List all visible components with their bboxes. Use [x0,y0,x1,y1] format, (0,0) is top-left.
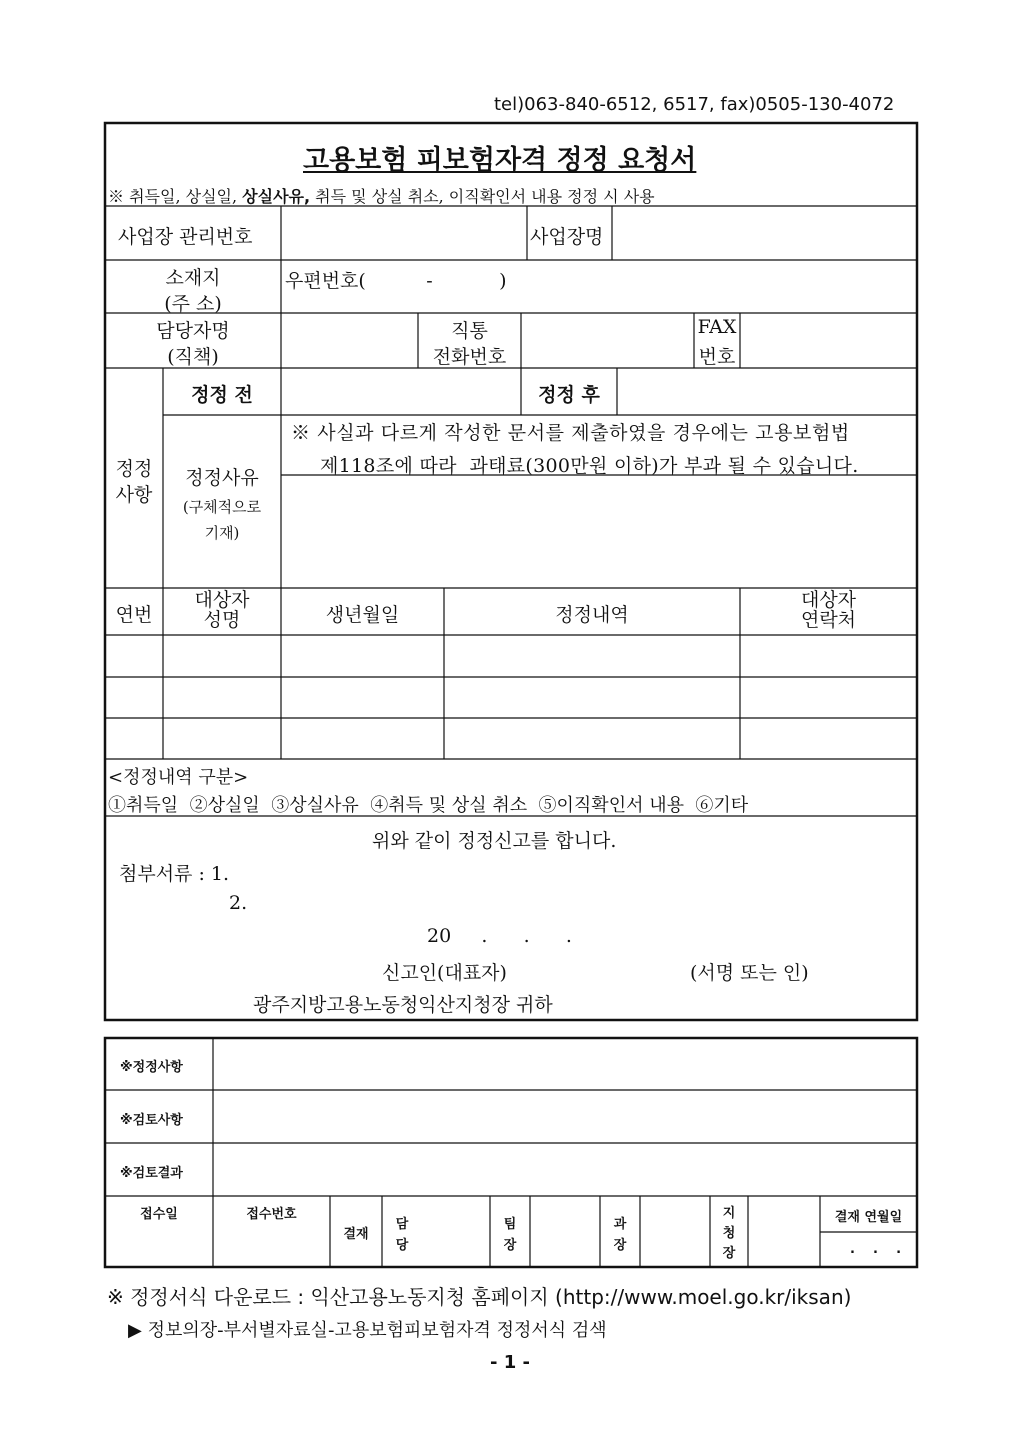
receipt-no-label: 접수번호 [246,1207,297,1222]
usage-note-suffix: 취득 및 상실 취소, 이직확인서 내용 정정 시 사용 [310,187,655,206]
phone-label: 직통 [451,320,488,342]
usage-note-bold: 상실사유, [242,187,311,206]
page-title: 고용보험 피보험자격 정정 요청서 [303,145,697,176]
before-field[interactable] [282,369,520,414]
download-note: ※ 정정서식 다운로드 : 익산고용노동지청 홈페이지 (http://www.moel.go.kr/iksan) [107,1285,852,1309]
correction-label: 정정 [115,458,153,480]
person-in-charge-label: 담 [395,1217,409,1232]
branch-head-label-2: 청 [722,1226,736,1241]
approval-date-label: 결재 연월일 [834,1210,903,1225]
reporter-label: 신고인(대표자) [382,962,507,984]
approval-label: 결재 [343,1227,369,1242]
col-header-no: 연번 [115,604,153,626]
fax-label: FAX [697,316,737,338]
person-in-charge-label-2: 당 [395,1238,409,1253]
table-row[interactable] [106,636,916,676]
fax-field[interactable] [741,314,916,367]
phone-field[interactable] [522,314,693,367]
contact-info: tel)063-840-6512, 6517, fax)0505-130-4072 [494,94,895,115]
reason-field[interactable] [282,476,916,587]
biz-name-field[interactable] [613,207,916,259]
section-chief-label: 과 [613,1217,627,1232]
mgmt-no-label: 사업장 관리번호 [118,226,253,248]
office-row-label: ※검토사항 [120,1113,183,1128]
col-header-birth: 생년월일 [325,604,400,626]
col-header-contact-1: 대상자 [800,589,857,611]
before-label: 정정 전 [191,384,253,406]
categories-list: ①취득일 ②상실일 ③상실사유 ④취득 및 상실 취소 ⑤이직확인서 내용 ⑥기타 [108,795,749,816]
mgmt-no-field[interactable] [282,207,526,259]
signature-label: (서명 또는 인) [690,962,809,984]
col-header-contact-2: 연락처 [800,609,857,631]
approval-date-value: . . . [850,1242,902,1257]
page-number: - 1 - [490,1352,530,1373]
table-row[interactable] [106,678,916,717]
reason-label: 정정사유 [185,467,259,489]
team-leader-label: 팀 [503,1217,517,1232]
section-chief-label-2: 장 [613,1238,627,1253]
manager-label-sub: (직책) [167,346,219,368]
declaration-statement: 위와 같이 정정신고를 합니다. [372,830,617,852]
branch-head-label: 지 [722,1206,736,1221]
office-row-label: ※정정사항 [120,1060,183,1075]
col-header-name [163,590,281,630]
manager-label: 담당자명 [156,320,230,342]
receipt-date-label: 접수일 [140,1207,178,1222]
office-row-label: ※검토결과 [120,1166,183,1181]
location-label: 소재지 [165,267,221,289]
after-label: 정정 후 [538,384,600,406]
report-date: 20 . . . [427,925,572,947]
col-header-detail: 정정내역 [555,604,629,626]
phone-label-sub: 전화번호 [432,346,507,368]
usage-note-prefix: ※ 취득일, 상실일, [108,187,243,206]
attachments-item-2: 2. [229,892,248,914]
col-header-name-1: 대상자 [194,589,250,611]
after-field[interactable] [618,369,916,414]
correction-label-sub: 사항 [115,484,153,506]
fax-label-sub: 번호 [698,346,736,368]
addressee: 광주지방고용노동청익산지청장 귀하 [253,994,553,1016]
manager-field[interactable] [282,314,417,367]
team-leader-label-2: 장 [503,1238,517,1253]
location-label-sub: (주 소) [164,293,222,315]
usage-note [108,184,655,207]
penalty-warning-2: 제118조에 따라 과태료(300만원 이하)가 부과 될 수 있습니다. [320,455,859,477]
download-path: ▶ 정보의장-부서별자료실-고용보험피보험자격 정정서식 검색 [128,1320,607,1341]
reason-sub-label-2: 기재) [204,524,240,542]
col-header-name-2: 성명 [203,609,241,631]
categories-title: <정정내역 구분> [108,767,249,788]
biz-name-label: 사업장명 [530,226,604,248]
penalty-warning: ※ 사실과 다르게 작성한 문서를 제출하였을 경우에는 고용보험법 [291,422,850,444]
attachments-label: 첨부서류 : 1. [119,863,230,885]
postcode-field[interactable]: 우편번호( - ) [285,270,507,292]
reason-sub-label: (구체적으로 [182,498,262,516]
branch-head-label-3: 장 [722,1246,736,1261]
col-header-contact [740,590,917,630]
table-row[interactable] [106,719,916,758]
